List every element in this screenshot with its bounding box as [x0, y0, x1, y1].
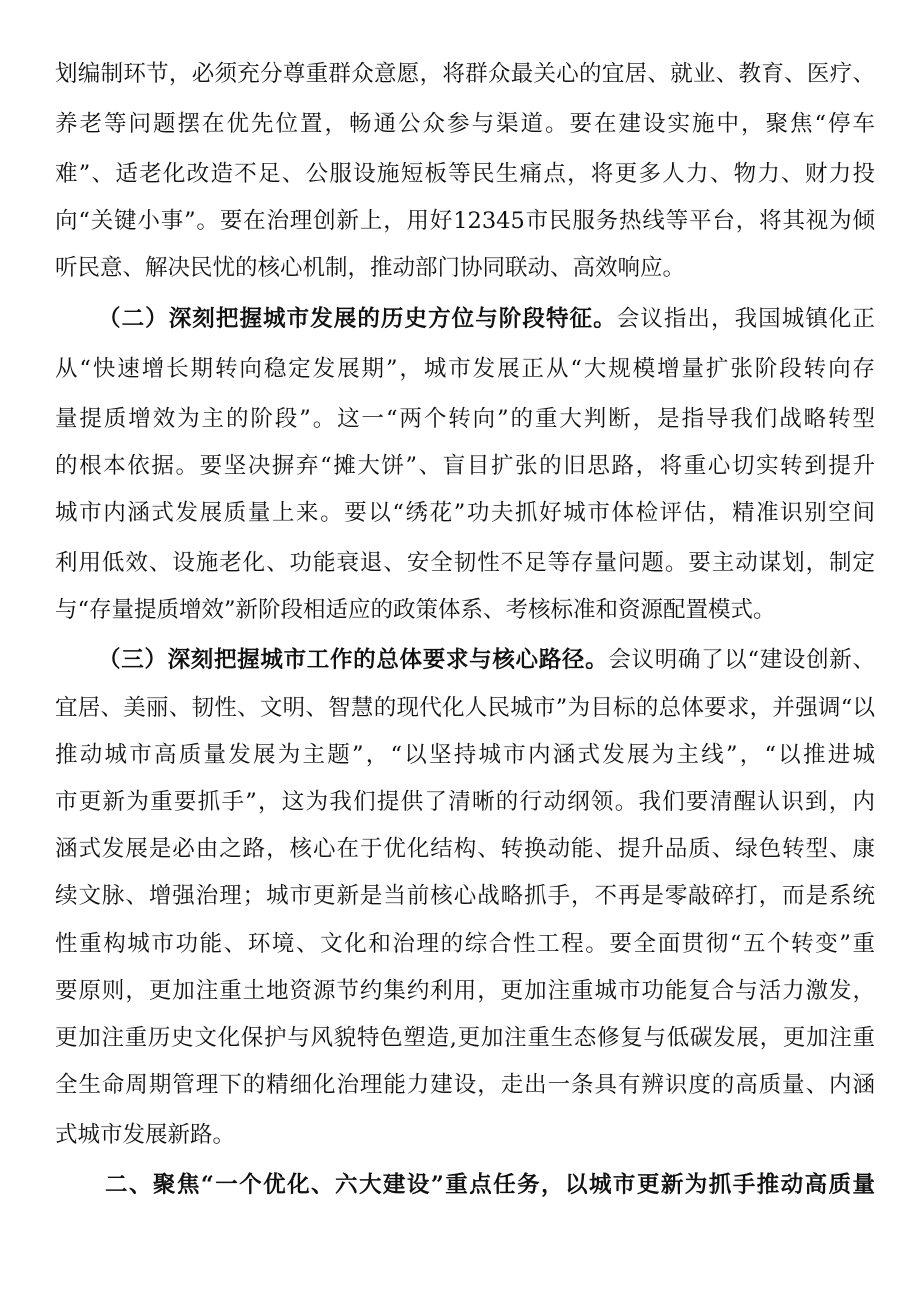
line-16-text: 市更新为重要抓手”，这为我们提供了清晰的行动纲领。我们要清醒认识到，内: [55, 789, 875, 815]
text-line-3: [55, 152, 875, 196]
line-15-text: 推动城市高质量发展为主题”，“以坚持城市内涵式发展为主线”，“以推进城: [55, 742, 875, 768]
line-2-text: 养老等问题摆在优先位置，畅通公众参与渠道。要在建设实施中，聚焦“停车: [55, 111, 875, 137]
line-17-text: 涵式发展是必由之路，核心在于优化结构、转换动能、提升品质、绿色转型、康: [55, 836, 875, 862]
text-line-12: [55, 588, 875, 632]
text-line-16: [55, 780, 875, 824]
section-heading-two: 二、聚焦“一个优化、六大建设”重点任务，以城市更新为抓手推动高质量: [105, 1172, 875, 1198]
text-line-9: [55, 444, 875, 488]
line-3-text: 难”、适老化改造不足、公服设施短板等民生痛点，将更多人力、物力、财力投: [55, 161, 875, 187]
line-9-text: 的根本依据。要坚决摒弃“摊大饼”、盲目扩张的旧思路，将重心切实转到提升: [55, 453, 875, 479]
section-heading-2-line: [98, 297, 875, 341]
section-heading-3: （三）深刻把握城市工作的总体要求与核心路径。: [98, 647, 609, 673]
line-14-text: 宜居、美丽、韧性、文明、智慧的现代化人民城市”为目标的总体要求，并强调“以: [55, 695, 875, 721]
line-12-text: 与“存量提质增效”新阶段相适应的政策体系、考核标准和资源配置模式。: [55, 597, 776, 623]
text-line-10: [55, 491, 875, 535]
line-11-text: 利用低效、设施老化、功能衰退、安全韧性不足等存量问题。要主动谋划，制定: [55, 550, 875, 576]
text-line-7: [55, 347, 875, 391]
line-7-text: 从“快速增长期转向稳定发展期”，城市发展正从“大规模增量扩张阶段转向存: [55, 356, 875, 382]
line-21-text: 更加注重历史文化保护与风貌特色塑造,更加注重生态修复与低碳发展，更加注重: [55, 1025, 875, 1051]
text-line-11: [55, 541, 875, 585]
line-8-text: 量提质增效为主的阶段”。这一“两个转向”的重大判断，是指导我们战略转型: [55, 406, 875, 432]
line-19-text: 性重构城市功能、环境、文化和治理的综合性工程。要全面贯彻“五个转变”重: [55, 931, 875, 957]
text-line-22: [55, 1063, 875, 1107]
text-line-17: [55, 827, 875, 871]
text-line-19: [55, 922, 875, 966]
text-line-15: [55, 733, 875, 777]
text-line-1: [55, 52, 875, 96]
line-10-text: 城市内涵式发展质量上来。要以“绣花”功夫抓好城市体检评估，精准识别空间: [55, 500, 875, 526]
line-6-text: 会议指出，我国城镇化正: [616, 306, 875, 332]
text-line-18: [55, 874, 875, 918]
line-5-text: 听民意、解决民忧的核心机制，推动部门协同联动、高效响应。: [55, 255, 686, 281]
text-line-14: [55, 686, 875, 730]
section-heading-two-line: [105, 1163, 875, 1207]
text-line-20: [55, 969, 875, 1013]
line-1-text: 划编制环节，必须充分尊重群众意愿，将群众最关心的宜居、就业、教育、医疗、: [55, 61, 875, 87]
line-13-text: 会议明确了以“建设创新、: [608, 647, 875, 673]
line-23-text: 式城市发展新路。: [55, 1122, 236, 1148]
text-line-21: [55, 1016, 875, 1060]
text-line-5: [55, 246, 875, 290]
text-line-2: [55, 102, 875, 146]
line-18-text: 续文脉、增强治理；城市更新是当前核心战略抓手，不再是零敲碎打，而是系统: [55, 883, 875, 909]
text-line-23: [55, 1113, 875, 1157]
line-20-text: 要原则，更加注重土地资源节约集约利用，更加注重城市功能复合与活力激发，: [55, 978, 875, 1004]
text-line-4: [55, 199, 875, 243]
section-heading-2: （二）深刻把握城市发展的历史方位与阶段特征。: [98, 306, 617, 332]
section-heading-3-line: [98, 638, 875, 682]
text-line-8: [55, 397, 875, 441]
line-4-text: 向“关键小事”。要在治理创新上，用好12345市民服务热线等平台，将其视为倾: [55, 208, 875, 234]
line-22-text: 全生命周期管理下的精细化治理能力建设，走出一条具有辨识度的高质量、内涵: [55, 1072, 875, 1098]
